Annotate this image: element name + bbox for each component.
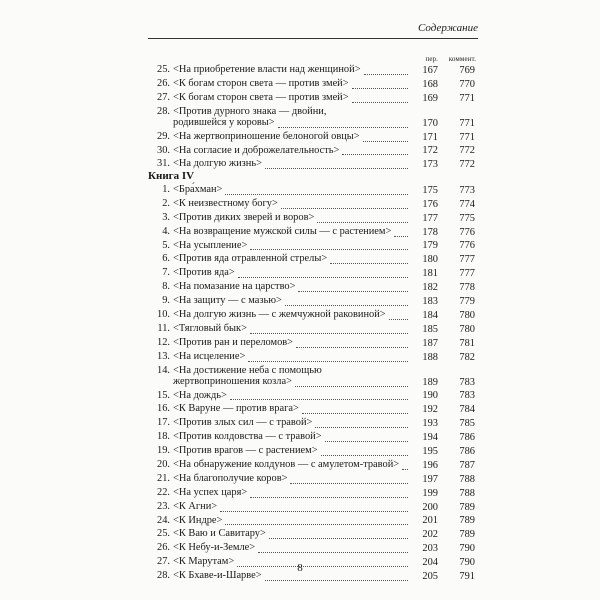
entry-title-line: <Бра́хман> [173,184,223,195]
entry-title-line: <Против ран и переломов> [173,336,294,348]
entry-comment-page: 780 [459,309,475,321]
entry-page: 181 [422,268,438,280]
entry-number: 5. [162,239,170,251]
toc-entry [148,158,478,172]
leader-dots [258,552,408,553]
entry-number: 19. [157,445,170,457]
toc-entry [148,570,478,584]
entry-comment-page: 775 [459,212,475,224]
entry-comment-page: 770 [459,78,475,90]
entry-comment-page: 771 [459,92,475,104]
entry-number: 17. [157,417,170,429]
entry-number: 3. [162,211,170,223]
entry-page: 187 [422,337,438,349]
entry-number: 12. [157,336,170,348]
leader-dots [285,305,408,306]
leader-dots [220,511,408,512]
leader-dots [352,88,408,89]
entry-number: 20. [157,459,170,471]
entry-page: 189 [422,376,438,388]
entry-page: 177 [422,212,438,224]
leader-dots [278,127,408,128]
entry-comment-page: 772 [459,145,475,157]
entry-comment-page: 781 [459,337,475,349]
entry-comment-page: 789 [459,529,475,541]
entry-comment-page: 772 [459,159,475,171]
toc-entry [148,556,478,570]
entry-title [173,309,413,320]
entry-comment-page: 777 [459,268,475,280]
entry-title-line: <К Агни> [173,500,218,512]
entry-number: 11. [157,322,170,334]
toc-entry [148,267,478,281]
leader-dots [342,154,408,155]
entry-page: 194 [422,432,438,444]
entry-page: 178 [422,226,438,238]
entry-comment-page: 791 [459,571,475,583]
toc-entry [148,403,478,417]
entry-title-line: <Тягловый бык> [173,322,247,334]
leader-dots [290,483,408,484]
entry-title-line: <На жертвоприношение белоногой овцы> [173,130,360,142]
entry-page: 196 [422,459,438,471]
entry-comment-page: 788 [459,487,475,499]
entry-comment-page: 788 [459,473,475,485]
leader-dots [364,74,408,75]
entry-title-line: <На обнаружение колдунов — с амулетом-травой> [173,459,400,471]
entry-page: 171 [422,131,438,143]
entry-number: 18. [157,431,170,443]
leader-dots [298,291,408,292]
entry-page: 205 [422,571,438,583]
toc-entry [148,295,478,309]
entry-number: 22. [157,486,170,498]
leader-dots [281,208,408,209]
entry-title-line: <На помазание на царство> [173,281,296,293]
toc-entry [148,309,478,323]
entry-comment-page: 779 [459,296,475,308]
entry-comment-page: 790 [459,543,475,555]
entry-comment-page: 790 [459,557,475,569]
entry-title [173,459,413,470]
running-title: Содержание [417,22,478,34]
toc-entry [148,323,478,337]
entry-comment-page: 776 [459,240,475,252]
toc-entry [148,64,478,78]
leader-dots [315,427,408,428]
entry-number: 2. [162,197,170,209]
entry-comment-page: 780 [459,323,475,335]
entry-number: 26. [157,542,170,554]
entry-title-line: <На дождь> [173,389,227,401]
toc-entry [148,253,478,267]
toc-entry [148,515,478,529]
entry-number: 7. [162,267,170,279]
entry-comment-page: 784 [459,404,475,416]
entry-number: 28. [157,570,170,582]
toc-entry [148,92,478,106]
entry-page: 195 [422,446,438,458]
toc-entry [148,78,478,92]
entry-number: 23. [157,500,170,512]
entry-title-line: <На защиту — с мазью> [173,295,282,307]
entry-title-line: <На возвращение мужской силы — с растением> [173,225,392,237]
entry-comment-page: 789 [459,501,475,513]
entry-number: 1. [162,184,170,195]
entry-title-line: <Против дурного знака — двойни, [173,105,327,117]
entry-page: 168 [422,78,438,90]
leader-dots [250,333,408,334]
entry-page: 179 [422,240,438,252]
leader-dots [330,263,408,264]
toc-entry [148,473,478,487]
entry-page: 167 [422,64,438,76]
entry-title-line: <К Варуне — против врага> [173,403,299,415]
leader-dots [352,102,408,103]
toc-entry [148,501,478,515]
entry-number: 6. [162,253,170,265]
entry-title [173,106,413,128]
entry-comment-page: 786 [459,432,475,444]
entry-page: 176 [422,198,438,210]
toc-entry [148,198,478,212]
entry-comment-page: 786 [459,446,475,458]
entry-title-line: <Против яда отравленной стрелы> [173,253,328,265]
entry-comment-page: 783 [459,376,475,388]
column-header-page: пер. [425,55,438,63]
toc-entry [148,240,478,254]
entry-title-line: <На усыпление> [173,239,248,251]
column-header-comment: коммент. [448,55,476,63]
toc-entry [148,431,478,445]
leader-dots [265,580,408,581]
toc-entry [148,106,478,131]
leader-dots [389,319,408,320]
toc-entry [148,417,478,431]
entry-number: 27. [157,556,170,568]
entry-title-line: <На благополучие коров> [173,472,288,484]
entry-page: 204 [422,557,438,569]
entry-title-line: <Против яда> [173,267,235,279]
entry-page: 173 [422,159,438,171]
toc-entry [148,184,478,198]
entry-title-line: жертвоприношения козла> [173,375,292,387]
entry-page: 169 [422,92,438,104]
entry-number: 31. [157,158,170,170]
toc-entry [148,281,478,295]
leader-dots [269,538,408,539]
entry-title-line: <К Марутам> [173,556,235,568]
entry-comment-page: 771 [459,131,475,143]
leader-dots [402,469,408,470]
entry-page: 199 [422,487,438,499]
entry-number: 21. [157,472,170,484]
leader-dots [295,386,408,387]
entry-number: 10. [157,309,170,321]
leader-dots [321,455,408,456]
entry-title-line: <К богам сторон света — против змей> [173,91,349,103]
entry-title-line: <На достижение неба с помощью [173,364,322,376]
entry-page: 175 [422,184,438,196]
entry-page: 201 [422,515,438,527]
entry-comment-page: 782 [459,351,475,363]
entry-number: 9. [162,295,170,307]
header-rule [148,38,478,39]
leader-dots [250,249,408,250]
entry-comment-page: 773 [459,184,475,196]
entry-title-line: <На долгую жизнь> [173,158,262,170]
entry-title-line: <Против злых сил — с травой> [173,417,313,429]
entry-comment-page: 769 [459,64,475,76]
leader-dots [325,441,408,442]
entry-page: 170 [422,117,438,129]
entry-page: 184 [422,309,438,321]
entry-number: 25. [157,528,170,540]
entry-title-line: родившейся у коровы> [173,116,275,128]
leader-dots [225,524,408,525]
entry-comment-page: 785 [459,418,475,430]
toc-entry [148,226,478,240]
entry-page: 185 [422,323,438,335]
entry-title-line: <Против колдовства — с травой> [173,431,322,443]
entry-title-line: <К богам сторон света — против змей> [173,77,349,89]
toc-book3-tail [148,64,478,172]
entry-comment-page: 774 [459,198,475,210]
leader-dots [237,566,408,567]
toc-entry [148,445,478,459]
leader-dots [394,236,408,237]
entry-title-line: <К Бхаве-и-Шарве> [173,570,262,582]
entry-number: 27. [157,91,170,103]
leader-dots [248,361,408,362]
entry-title-line: <К Небу-и-Земле> [173,542,256,554]
entry-comment-page: 789 [459,515,475,527]
entry-title-line: <К Индре> [173,514,223,526]
entry-number: 28. [157,105,170,117]
toc-book4 [148,184,478,584]
entry-title [173,226,413,237]
entry-title-line: <На исцеление> [173,350,246,362]
entry-comment-page: 771 [459,117,475,129]
leader-dots [296,347,408,348]
leader-dots [250,497,408,498]
entry-number: 29. [157,130,170,142]
entry-number: 4. [162,225,170,237]
entry-title-line: <Против диких зверей и воров> [173,211,315,223]
entry-comment-page: 777 [459,254,475,266]
entry-number: 26. [157,77,170,89]
entry-number: 16. [157,403,170,415]
entry-title-line: <На долгую жизнь — с жемчужной раковиной> [173,309,386,321]
entry-number: 24. [157,514,170,526]
entry-title-line: <На приобретение власти над женщиной> [173,64,361,75]
entry-page: 172 [422,145,438,157]
entry-page: 200 [422,501,438,513]
entry-page: 182 [422,282,438,294]
entry-title-line: <К неизвестному богу> [173,197,278,209]
toc-entry [148,337,478,351]
entry-page: 180 [422,254,438,266]
entry-title [173,365,413,387]
entry-title-line: <К Ваю и Савитару> [173,528,266,540]
entry-number: 8. [162,281,170,293]
toc-entry [148,131,478,145]
entry-number: 15. [157,389,170,401]
entry-page: 183 [422,296,438,308]
toc-entry [148,487,478,501]
entry-number: 25. [157,64,170,75]
leader-dots [265,168,408,169]
entry-number: 13. [157,350,170,362]
entry-title-line: <Против врагов — с растением> [173,445,318,457]
leader-dots [302,413,408,414]
entry-comment-page: 778 [459,282,475,294]
entry-page: 192 [422,404,438,416]
entry-page: 193 [422,418,438,430]
toc-entry [148,528,478,542]
entry-title-line: <На успех царя> [173,486,248,498]
leader-dots [230,399,408,400]
entry-number: 14. [157,364,170,376]
toc-entry [148,542,478,556]
entry-comment-page: 783 [459,390,475,402]
entry-comment-page: 776 [459,226,475,238]
entry-page: 203 [422,543,438,555]
book-heading: Книга IV [148,170,195,182]
toc-entry [148,459,478,473]
entry-page: 190 [422,390,438,402]
leader-dots [238,277,408,278]
toc-entry [148,365,478,390]
leader-dots [225,194,408,195]
toc-entry [148,351,478,365]
entry-page: 202 [422,529,438,541]
page-number: 8 [297,562,303,574]
entry-title-line: <На согласие и доброжелательность> [173,144,340,156]
entry-number: 30. [157,144,170,156]
toc-entry [148,145,478,159]
toc-entry [148,212,478,226]
entry-page: 188 [422,351,438,363]
toc-entry [148,390,478,404]
entry-page: 197 [422,473,438,485]
entry-comment-page: 787 [459,459,475,471]
leader-dots [317,222,408,223]
leader-dots [363,141,408,142]
